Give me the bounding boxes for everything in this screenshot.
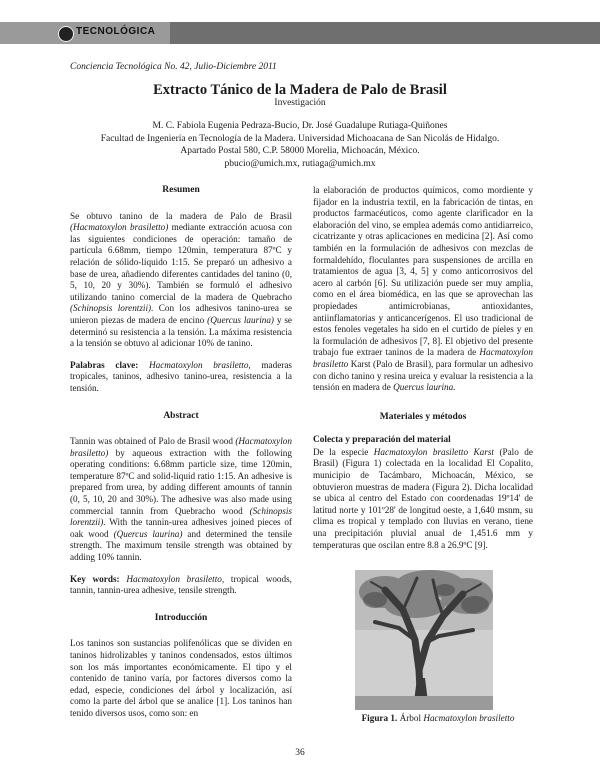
palabras-clave: Palabras clave: Hacmatoxylon brasiletto, maderas tropicales, taninos, adhesivo tanino-urea, resistencia a la tensión. — [70, 359, 292, 393]
introduccion-heading: Introducción — [154, 612, 208, 623]
abstract-heading: Abstract — [163, 410, 199, 421]
tree-photo-image — [355, 570, 493, 710]
header-banner — [0, 22, 600, 44]
introduccion-paragraph: Los taninos son sustancias polifenólicas que se dividen en taninos hidrolizables y taninos condensados, estos últimos son los más importantes económicamente. El tipo y el contenido de tanino varía, por factores diversos como la edad, especie, condiciones del árbol y localización, así como la parte del árbol que se analice [1]. Los taninos han tenido diversos usos, como son: en — [70, 638, 292, 718]
key-words: Key words: Hacmatoxylon brasiletto, tropical woods, tannin, tannin-urea adhesive, tensile strength. — [70, 573, 292, 596]
resumen-paragraph: Se obtuvo tanino de la madera de Palo de Brasil (Hacmatoxylon brasiletto) mediante extracción acuosa con las siguientes condiciones de operación: tamaño de partícula 6.68mm, tiempo 120min, temperatura 87ºC y relación de sólido-líquido 1:15. Se preparó un adhesivo a base de urea, añadiendo diferentes cantidades del tanino (0, 5, 10, 20 y 30%). También se formuló el adhesivo utilizando tanino comercial de la madera de Quebracho (Schinopsis lorentzii). Con los adhesivos tanino-urea se unieron piezas de madera de encino (Quercus laurina) y se determinó su resistencia a la tensión. La máxima resistencia a la tensión se obtuvo al adicionar 10% de tanino. — [70, 210, 293, 349]
author-affiliation: Facultad de Ingeniería en Tecnología de la Madera. Universidad Michoacana de San Nicolás de Hidalgo. — [100, 133, 500, 144]
intro-continued-paragraph: la elaboración de productos químicos, como mordiente y fijador en la industria textil, en la fabricación de tintas, en productos farmacéuticos, como agente clarificador en la elaboración del vino, se emplea además como antidiarreico, cicatrizante y otras aplicaciones en medicina [2]. Así como también en la formulación de adhesivos con mezclas de formaldehído, floculantes para suspensiones de arcilla en tratamientos de agua [3, 4, 5] y como anticorrosivos del acero al carbón [6]. Su utilización puede ser muy amplia, como en el área biomédica, en las que se aprovechan las propiedades antimicrobianas, antioxidantes, antiinflamatorias y anticancerígenos. El uso tradicional de estos fenoles vegetales ha sido en el curtido de pieles y en la formulación de adhesivos [7, 8]. El objetivo del presente trabajo fue extraer taninos de la madera de Hacmatoxylon brasiletto Karst (Palo de Brasil), para formular un adhesivo con dicho tanino y resina ureica y evaluar la resistencia a la tensión en madera de Quercus laurina. — [313, 185, 533, 393]
journal-logo-icon — [58, 26, 74, 42]
author-emails: pbucio@umich.mx, rutiaga@umich.mx — [224, 158, 376, 169]
abstract-paragraph: Tannin was obtained of Palo de Brasil wood (Hacmatoxylon brasiletto) by aqueous extraction with the following operating conditions: 6.68mm particle size, time 120min, temperature 87ºC and solid-liquid ratio 1:15. An adhesive is prepared from urea, by adding different amounts of tannin (0, 5, 10, 20 and 30%). The adhesive was also made using commercial tannin from Quebracho wood (Schinopsis lorentzii). With the tannin-urea adhesives joined pieces of oak wood (Quercus laurina) and determined the tensile strength. The maximum tensile strength was obtained by adding 10% tannin. — [70, 436, 292, 563]
page-number: 36 — [295, 748, 305, 758]
journal-logo-text: TECNOLÓGICA — [76, 26, 156, 37]
colecta-subheading: Colecta y preparación del material — [313, 435, 451, 446]
tree-photo — [355, 570, 493, 710]
article-title: Extracto Tánico de la Madera de Palo de Brasil — [153, 82, 447, 98]
author-names: M. C. Fabiola Eugenia Pedraza-Bucio, Dr. José Guadalupe Rutiaga-Quiñones — [152, 121, 448, 131]
authors-block — [0, 120, 600, 170]
materiales-heading: Materiales y métodos — [379, 411, 467, 422]
resumen-heading: Resumen — [162, 185, 200, 195]
article-subtitle: Investigación — [274, 98, 326, 108]
right-column — [313, 185, 533, 551]
figure-1-caption: Figura 1. Árbol Hacmatoxylon brasiletto — [361, 713, 515, 723]
author-address: Apartado Postal 580, C.P. 58000 Morelia, Michoacán, México. — [180, 146, 420, 156]
left-column — [70, 185, 292, 720]
materiales-paragraph: De la especie Hacmatoxylon brasiletto Karst (Palo de Brasil) (Figura 1) colectada en la localidad El Copalito, municipio de Tacámbaro, Michoacán, México, se obtuvieron muestras de madera (Figura 2). Dicha localidad se ubica al centro del Estado con coordenadas 19º14' de latitud norte y 101º28' de longitud oeste, a 1,640 msnm, su clima es tropical y templado con lluvias en verano, tiene una precipitación pluvial anual de 1,451.6 mm y temperaturas que oscilan entre 8.8 a 26.9ºC [9]. — [313, 446, 533, 550]
journal-citation: Conciencia Tecnológica No. 42, Julio-Diciembre 2011 — [70, 62, 277, 72]
